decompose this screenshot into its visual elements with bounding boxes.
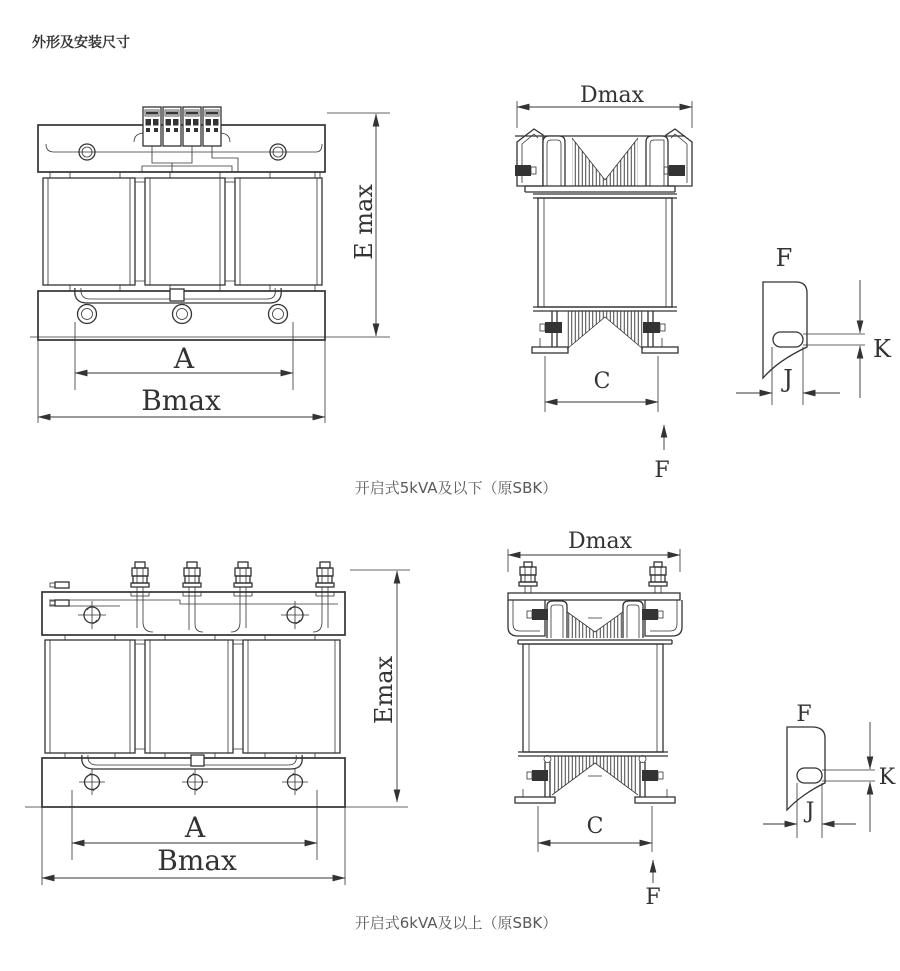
top-yoke: [42, 592, 345, 635]
caption-6kva: 开启式6kVA及以上（原SBK）: [354, 914, 558, 932]
dim-label-f: F: [654, 458, 670, 483]
cross-screw: [281, 601, 309, 629]
bottom-yoke: [25, 755, 408, 807]
dimension-dmax: [517, 83, 692, 128]
foot-outline: [763, 282, 807, 378]
dim-label-f: F: [645, 885, 661, 910]
bottom-yoke: [30, 288, 390, 340]
foot-detail-6kva-drawing: [735, 690, 900, 860]
coil-end-winding-bottom: [527, 756, 663, 798]
dimension-emax: [350, 570, 410, 802]
dim-label-emax: E max: [350, 184, 378, 260]
coil-windings: [43, 178, 322, 285]
mounting-foot-left: [515, 789, 555, 803]
terminal-blocks: [134, 107, 238, 172]
side-view-6kva-drawing: [490, 530, 700, 920]
clamp-bolt: [527, 609, 548, 620]
dim-label-dmax: Dmax: [579, 83, 645, 108]
mounting-hole: [269, 305, 288, 324]
dimension-c: [545, 356, 658, 412]
dim-label-k: K: [873, 335, 891, 363]
clamp-bolt: [515, 165, 536, 176]
stud-terminal: [183, 562, 203, 632]
cross-screw: [182, 769, 208, 795]
mounting-hole: [78, 305, 97, 324]
dimension-j: [736, 347, 840, 405]
top-clamp: [508, 593, 682, 644]
core-body: [533, 194, 677, 311]
stud-terminal: [131, 562, 153, 632]
dimension-c: [538, 806, 652, 852]
mounting-hole: [173, 305, 192, 324]
dim-label-c: C: [593, 369, 611, 394]
side-bolt: [50, 582, 69, 606]
stud-terminal: [519, 562, 537, 593]
clamp-bolt: [642, 770, 663, 781]
view-direction-f: [654, 425, 669, 483]
dim-label-c: C: [586, 814, 604, 839]
dim-label-bmax: Bmax: [141, 384, 221, 417]
front-view-5kva-drawing: [30, 100, 400, 430]
view-direction-f: [645, 860, 660, 910]
foot-detail-5kva-drawing: [720, 230, 900, 430]
clamp-bolt: [527, 770, 548, 781]
caption-5kva: 开启式5kVA及以下（原SBK）: [354, 479, 558, 497]
dim-label-j: J: [805, 799, 815, 824]
terminal-block: [163, 107, 181, 146]
stud-terminal: [649, 562, 667, 593]
core-body: [518, 644, 668, 756]
dim-label-dmax: Dmax: [567, 529, 633, 554]
detail-label-f: F: [796, 702, 812, 727]
dimension-a: [75, 322, 293, 390]
clamp-bolt: [540, 322, 562, 333]
dim-label-a: A: [173, 342, 195, 375]
lamination-band-top: [50, 172, 320, 178]
cross-screw: [78, 601, 106, 629]
lamination-band-bottom: [50, 285, 320, 291]
coil-end-winding-top: [572, 138, 638, 186]
dimension-emax: [327, 113, 390, 336]
stud-terminal: [231, 562, 252, 632]
dim-label-j: J: [783, 365, 793, 393]
dimension-k: [803, 280, 892, 398]
dim-label-emax: Emax: [370, 655, 398, 725]
top-clamp: [515, 129, 692, 192]
side-view-5kva-drawing: [500, 80, 700, 483]
front-view-6kva-drawing: [25, 550, 415, 910]
page-title: 外形及安装尺寸: [32, 35, 130, 51]
mounting-slot: [773, 332, 803, 347]
mounting-slot: [797, 768, 822, 783]
stud-terminal: [313, 562, 334, 632]
clamp-bolt: [643, 322, 665, 333]
terminal-block: [203, 107, 221, 146]
dim-label-a: A: [184, 811, 206, 844]
terminal-block: [143, 107, 161, 146]
cross-screw: [282, 769, 308, 795]
dim-label-bmax: Bmax: [157, 844, 237, 877]
clamp-bolt: [642, 609, 663, 620]
detail-label-f: F: [775, 244, 793, 272]
dimension-k: [822, 722, 896, 832]
dim-label-k: K: [878, 765, 896, 790]
cross-screw: [79, 769, 105, 795]
mounting-foot-left: [532, 338, 568, 353]
foot-outline: [787, 727, 825, 810]
coil-end-winding-bottom: [540, 311, 665, 349]
coil-windings: [45, 640, 340, 753]
mounting-foot-right: [635, 789, 675, 803]
terminal-block: [183, 107, 201, 146]
